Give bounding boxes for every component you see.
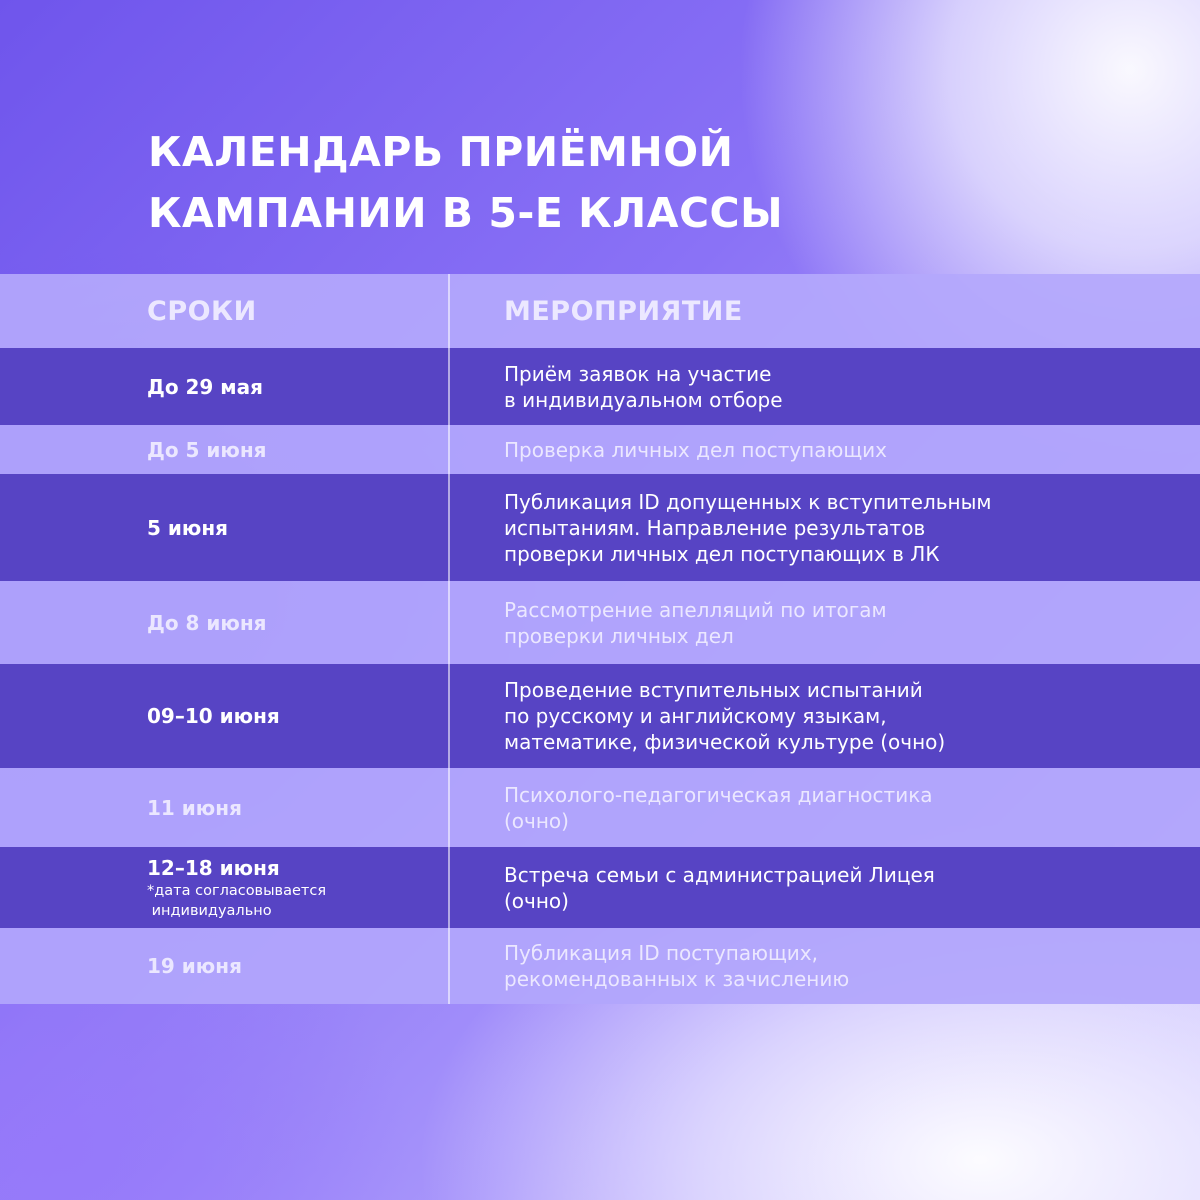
table-row <box>0 348 1200 425</box>
event-text: Психолого-педагогическая диагностика (очно) <box>504 782 933 833</box>
date-cell <box>0 847 450 928</box>
date-text: До 5 июня <box>147 437 267 462</box>
date-text: До 8 июня <box>147 610 267 635</box>
date-text: До 29 мая <box>147 374 263 399</box>
event-text: Публикация ID поступающих, рекомендованных к зачислению <box>504 941 850 991</box>
table-row <box>0 928 1200 1004</box>
event-cell <box>450 928 1200 1004</box>
column-header-dates: СРОКИ <box>147 295 257 327</box>
column-header-event: МЕРОПРИЯТИЕ <box>504 295 743 327</box>
event-text: Рассмотрение апелляций по итогам проверки личных дел <box>504 597 887 648</box>
date-text: 09–10 июня <box>147 704 280 728</box>
schedule-table <box>0 274 1200 1004</box>
table-row <box>0 847 1200 928</box>
event-cell <box>450 847 1200 928</box>
date-text: 12–18 июня <box>147 855 280 880</box>
event-cell <box>450 425 1200 474</box>
date-cell <box>0 768 450 847</box>
date-text: 11 июня <box>147 795 242 820</box>
event-cell <box>450 664 1200 768</box>
table-row <box>0 768 1200 847</box>
date-cell <box>0 581 450 664</box>
page-title <box>148 122 783 244</box>
page-title-line-1: КАЛЕНДАРЬ ПРИЁМНОЙ <box>148 128 734 176</box>
event-cell <box>450 581 1200 664</box>
date-cell <box>0 928 450 1004</box>
header-cell-event <box>450 274 1200 348</box>
table-row <box>0 425 1200 474</box>
date-text: 5 июня <box>147 515 228 540</box>
event-cell <box>450 768 1200 847</box>
table-row <box>0 664 1200 768</box>
event-text: Встреча семьи с администрацией Лицея (очно) <box>504 862 935 913</box>
header-cell-dates <box>0 274 450 348</box>
event-text: Проверка личных дел поступающих <box>504 437 888 462</box>
event-text: Публикация ID допущенных к вступительным испытаниям. Направление результатов проверки личных дел поступающих в ЛК <box>504 489 992 566</box>
event-cell <box>450 348 1200 425</box>
event-text: Проведение вступительных испытаний по русскому и английскому языкам, математике, физической культуре (очно) <box>504 678 946 754</box>
date-text: 19 июня <box>147 954 242 978</box>
date-cell <box>0 348 450 425</box>
date-cell <box>0 425 450 474</box>
table-row <box>0 474 1200 581</box>
date-cell <box>0 664 450 768</box>
page-title-line-2: КАМПАНИИ В 5-Е КЛАССЫ <box>148 189 784 237</box>
event-cell <box>450 474 1200 581</box>
date-cell <box>0 474 450 581</box>
date-note: *дата согласовывается индивидуально <box>147 882 327 919</box>
table-header-row <box>0 274 1200 348</box>
event-text: Приём заявок на участие в индивидуальном отборе <box>504 361 783 412</box>
table-row <box>0 581 1200 664</box>
